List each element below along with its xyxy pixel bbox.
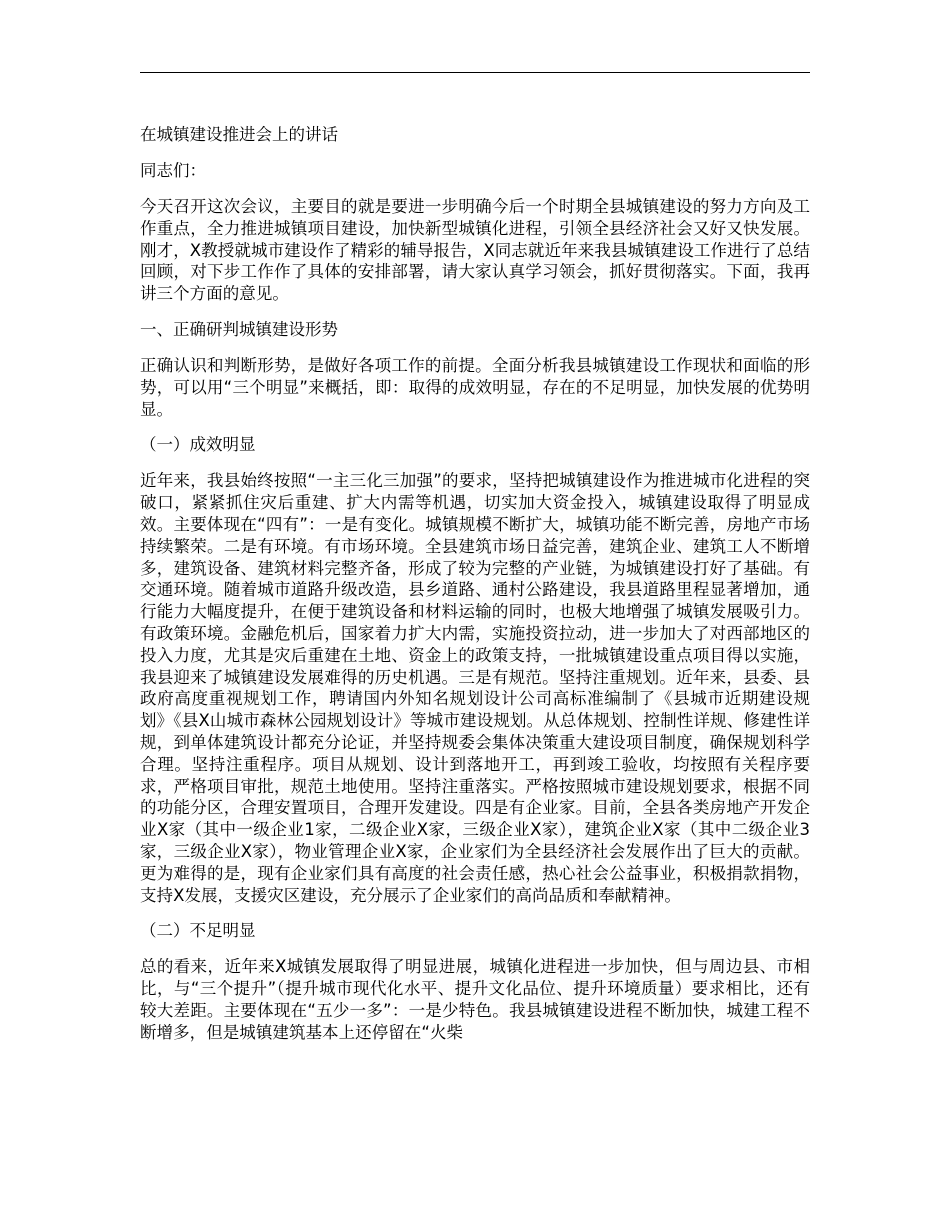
document-body bbox=[140, 124, 810, 1058]
document-title: 在城镇建设推进会上的讲话 bbox=[140, 125, 338, 144]
subsection-1-heading: （一）成效明显 bbox=[140, 435, 256, 455]
section-1-heading: 一、正确研判城镇建设形势 bbox=[140, 319, 338, 339]
header-rule bbox=[140, 72, 810, 73]
subsection-2-heading: （二）不足明显 bbox=[140, 921, 256, 941]
section-1-intro-paragraph: 正确认识和判断形势，是做好各项工作的前提。全面分析我县城镇建设工作现状和面临的形势，可以用“三个明显”来概括，即：取得的成效明显，存在的不足明显，加快发展的优势明显。 bbox=[140, 355, 810, 419]
salutation: 同志们： bbox=[140, 161, 206, 180]
subsection-2-paragraph: 总的看来，近年来X城镇发展取得了明显进展，城镇化进程进一步加快，但与周边县、市相比，与“三个提升”（提升城市现代化水平、提升文化品位、提升环境质量）要求相比，还有较大差距。主要体现在“五少一多”：一是少特色。我县城镇建设进程不断加快，城建工程不断增多，但是城镇建筑基本上还停留在“火柴 bbox=[140, 957, 810, 1042]
subsection-1-paragraph: 近年来，我县始终按照“一主三化三加强”的要求，坚持把城镇建设作为推进城市化进程的突破口，紧紧抓住灾后重建、扩大内需等机遇，切实加大资金投入，城镇建设取得了明显成效。主要体现在“四有”：一是有变化。城镇规模不断扩大，城镇功能不断完善，房地产市场持续繁荣。二是有环境。有市场环境。全县建筑市场日益完善，建筑企业、建筑工人不断增多，建筑设备、建筑材料完整齐备，形成了较为完整的产业链，为城镇建设打好了基础。有交通环境。随着城市道路升级改造，县乡道路、通村公路建设，我县道路里程显著增加，通行能力大幅度提升，在便于建筑设备和材料运输的同时，也极大地增强了城镇发展吸引力。有政策环境。金融危机后，国家着力扩大内需，实施投资拉动，进一步加大了对西部地区的投入力度，尤其是灾后重建在土地、资金上的政策支持，一批城镇建设重点项目得以实施，我县迎来了城镇建设发展难得的历史机遇。三是有规范。坚持注重规划。近年来，县委、县政府高度重视规划工作，聘请国内外知名规划设计公司高标准编制了《县城市近期建设规划》《县X山城市森林公园规划设计》等城市建设规划。从总体规划、控制性详规、修建性详规，到单体建筑设计都充分论证，并坚持规委会集体决策重大建设项目制度，确保规划科学合理。坚持注重程序。项目从规划、设计到落地开工，再到竣工验收，均按照有关程序要求，严格项目审批，规范土地使用。坚持注重落实。严格按照城市建设规划要求，根据不同的功能分区，合理安置项目，合理开发建设。四是有企业家。目前，全县各类房地产开发企业X家（其中一级企业1家，二级企业X家，三级企业X家），建筑企业X家（其中二级企业3家，三级企业X家），物业管理企业X家，企业家们为全县经济社会发展作出了巨大的贡献。更为难得的是，现有企业家们具有高度的社会责任感，热心社会公益事业，积极捐款捐物，支持X发展，支援灾区建设，充分展示了企业家们的高尚品质和奉献精神。 bbox=[140, 471, 810, 905]
intro-paragraph: 今天召开这次会议，主要目的就是要进一步明确今后一个时期全县城镇建设的努力方向及工作重点，全力推进城镇项目建设，加快新型城镇化进程，引领全县经济社会又好又快发展。刚才，X教授就城市建设作了精彩的辅导报告，X同志就近年来我县城镇建设工作进行了总结回顾，对下步工作作了具体的安排部署，请大家认真学习领会，抓好贯彻落实。下面，我再讲三个方面的意见。 bbox=[140, 197, 810, 304]
